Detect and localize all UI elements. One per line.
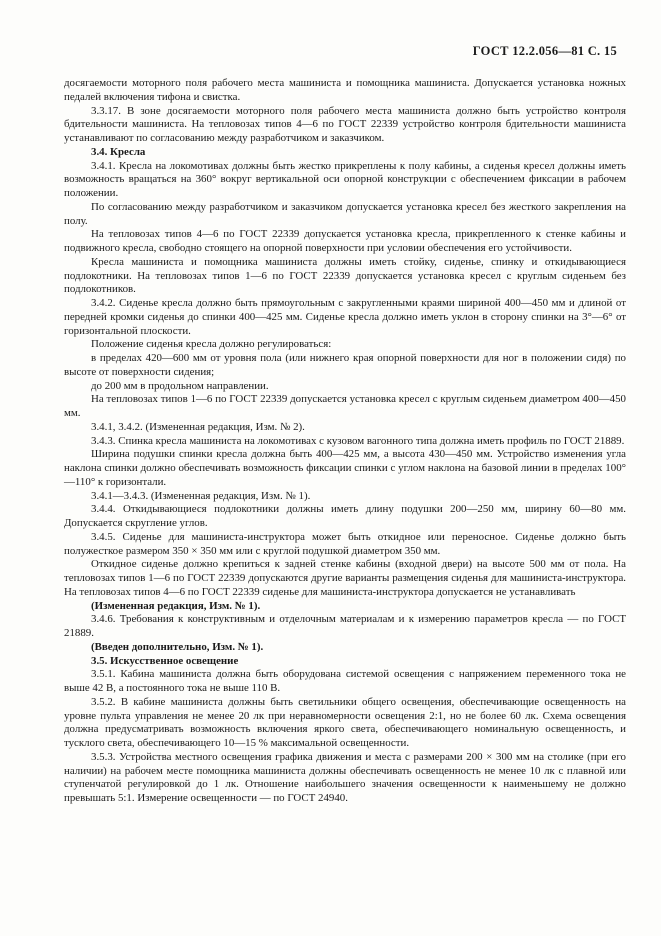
paragraph: Откидное сиденье должно крепиться к задней стенке кабины (входной двери) на высоте 500 мм от пола. На тепловозах типов 1—6 по ГОСТ 22339 допускаются другие варианты размещения сиденья для машиниста-инструктора. На тепловозах типов 4—6 по ГОСТ 22339 сиденье для машиниста-инструктора допускается не устанавливать xyxy=(64,558,626,598)
amendment-note: 3.4.1, 3.4.2. (Измененная редакция, Изм. № 2). xyxy=(91,420,305,433)
paragraph: Кресла машиниста и помощника машиниста должны иметь стойку, сиденье, спинку и откидывающиеся подлокотники. На тепловозах типов 1—6 по ГОСТ 22339 допускается установка кресел с круглым сиденьем без подлокотников. xyxy=(64,255,626,296)
paragraph: 3.4.2. Сиденье кресла должно быть прямоугольным с закругленными краями шириной 400—450 мм и длиной от передней кромки сиденья до спинки 400—425 мм. Сиденье кресла должно иметь уклон в сторону спинки на 3°—6° от горизонтальной плоскости. xyxy=(64,297,626,337)
paragraph: 3.5.3. Устройства местного освещения графика движения и места с размерами 200 × 300 мм на столике (при его наличии) на рабочем месте помощника машиниста должны обеспечивать освещенность не менее 10 лк с плавной или ступенчатой регулировкой до 1 лк. Отношение наибольшего значения освещенности к наименьшему не должно превышать 5:1. Измерение освещенности — по ГОСТ 24940. xyxy=(64,750,626,804)
paragraph: в пределах 420—600 мм от уровня пола (или нижнего края опорной поверхности для ног в положении сидя) по высоте от поверхности сидения; xyxy=(64,352,626,378)
section-heading: 3.5. Искусственное освещение xyxy=(91,654,239,667)
paragraph: 3.5.1. Кабина машиниста должна быть оборудована системой освещения с напряжением переменного тока не выше 42 В, а постоянного тока не выше 110 В. xyxy=(64,668,626,694)
paragraph: досягаемости моторного поля рабочего места машиниста и помощника машиниста. Допускается установка ножных педалей включения тифона и свистка. xyxy=(64,77,626,103)
section-heading: 3.4. Кресла xyxy=(91,145,146,158)
amendment-note: (Введен дополнительно, Изм. № 1). xyxy=(91,640,264,653)
paragraph: 3.4.3. Спинка кресла машиниста на локомотивах с кузовом вагонного типа должна иметь профиль по ГОСТ 21889. xyxy=(91,434,625,447)
paragraph: до 200 мм в продольном направлении. xyxy=(91,379,269,392)
paragraph: На тепловозах типов 1—6 по ГОСТ 22339 допускается установка кресел с круглым сиденьем диаметром 400—450 мм. xyxy=(64,393,626,419)
paragraph: Ширина подушки спинки кресла должна быть 400—425 мм, а высота 430—450 мм. Устройство изменения угла наклона спинки должно обеспечивать возможность фиксации спинки с углом наклона на базовой линии в пределах 100°—110° к горизонтали. xyxy=(64,448,626,488)
paragraph: 3.5.2. В кабине машиниста должны быть светильники общего освещения, обеспечивающие освещенность на уровне пульта управления не менее 20 лк при неравномерности освещения 2:1, но не более 60 лк. Схема освещения должна предусматривать возможность включения яркого света, обеспечивающего номинальную освещенность, и тусклого света, обеспечивающего 10—15 % максимальной освещенности. xyxy=(64,695,626,749)
paragraph: Положение сиденья кресла должно регулироваться: xyxy=(91,338,332,351)
paragraph: 3.4.6. Требования к конструктивным и отделочным материалам и к измерению параметров кресла — по ГОСТ 21889. xyxy=(64,613,626,639)
page-header: ГОСТ 12.2.056—81 С. 15 xyxy=(472,44,617,58)
amendment-note: (Измененная редакция, Изм. № 1). xyxy=(91,599,261,612)
document-body xyxy=(64,77,626,806)
paragraph: По согласованию между разработчиком и заказчиком допускается установка кресел без жесткого закрепления на полу. xyxy=(64,200,626,227)
paragraph: На тепловозах типов 4—6 по ГОСТ 22339 допускается установка кресла, прикрепленного к стенке кабины и подвижного кресла, свободно стоящего на опорной поверхности при условии обеспечения его устойчивости. xyxy=(64,228,626,254)
paragraph: 3.4.5. Сиденье для машиниста-инструктора может быть откидное или переносное. Сиденье должно быть полужесткое размером 350 × 350 мм или с круглой подушкой диаметром 350 мм. xyxy=(64,530,626,557)
paragraph: 3.4.1. Кресла на локомотивах должны быть жестко прикреплены к полу кабины, а сиденья кресел должны иметь возможность вращаться на 360° вокруг вертикальной оси опорной конструкции с обеспечением фиксации в рабочем положении. xyxy=(64,159,626,199)
paragraph: 3.3.17. В зоне досягаемости моторного поля рабочего места машиниста должно быть устройство контроля бдительности машиниста. На тепловозах типов 4—6 по ГОСТ 22339 устройство контроля бдительности машиниста устанавливают по согласованию между разработчиком и заказчиком. xyxy=(64,104,626,144)
paragraph: 3.4.4. Откидывающиеся подлокотники должны иметь длину подушки 200—250 мм, ширину 60—80 мм. Допускается скругление углов. xyxy=(64,503,626,529)
amendment-note: 3.4.1—3.4.3. (Измененная редакция, Изм. № 1). xyxy=(91,489,311,502)
